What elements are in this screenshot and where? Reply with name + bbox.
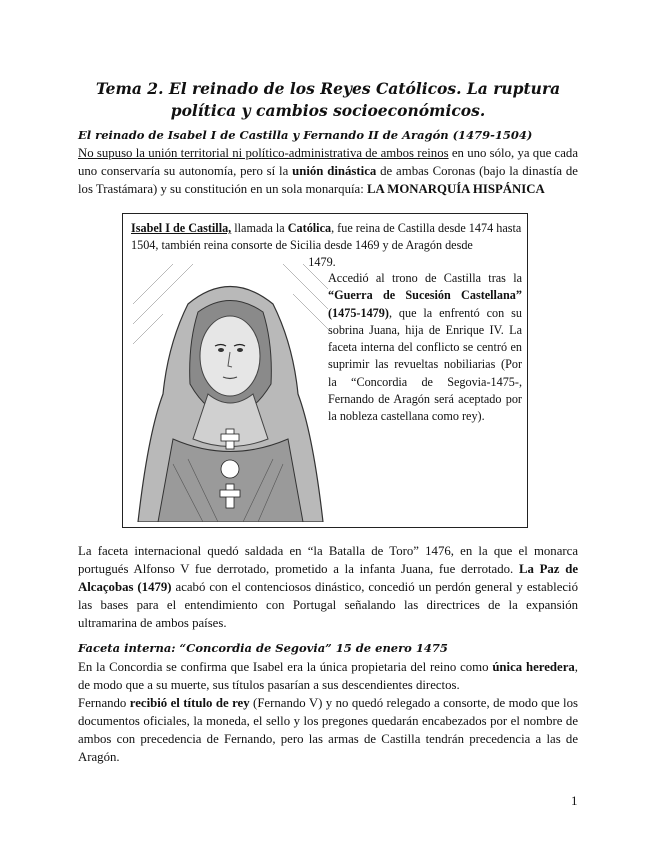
bold-phrase: “Guerra de Sucesión Castellana” (1475-1479)	[328, 288, 522, 320]
bold-phrase: unión dinástica	[292, 164, 377, 178]
text-run: llamada la	[231, 221, 288, 235]
bold-phrase: única heredera	[492, 660, 575, 674]
bold-phrase: La Paz de Alcaçobas (1479)	[78, 562, 579, 594]
portrait-image	[133, 264, 328, 522]
text-run: en uno sólo, ya que cada uno conservaría su autonomía, pero sí la	[78, 146, 578, 178]
section-heading-reinado: El reinado de Isabel I de Castilla y Fernando II de Aragón (1479-1504)	[78, 128, 533, 142]
paragraph-concordia	[78, 658, 578, 766]
text-run: La faceta internacional quedó saldada en “la Batalla de Toro” 1476, en la que el monarca portugués Alfonso V fue derrotado, prometido a la infanta Juana, fue derrotado.	[78, 544, 578, 576]
text-run: de ambas Coronas (bajo la dinastía de los Trastámara) y su constitución en un sola monarquía:	[78, 164, 578, 196]
text-run: , fue reina de Castilla desde 1474 hasta 1504, también reina consorte de Sicilia desde 1469 y de Aragón desde	[131, 221, 522, 252]
text-run: En la Concordia se confirma que Isabel era la única propietaria del reino como	[78, 660, 493, 674]
page-title: Tema 2. El reinado de los Reyes Católicos. La ruptura política y cambios socioeconómicos.	[95, 79, 561, 120]
text-run: (Fernando V) y no quedó relegado a consorte, de modo que los documentos oficiales, la moneda, el sello y los pregones quedarán encabezados por el nombre de ambos con precedencia de Fernando, pero las armas de Castilla tendrán precedencia a las de Aragón.	[78, 696, 578, 764]
bold-phrase: LA MONARQUÍA HISPÁNICA	[366, 182, 545, 196]
paragraph-faceta-internacional	[78, 542, 578, 632]
isabel-name: Isabel I de Castilla,	[131, 221, 232, 235]
bold-phrase: Católica	[287, 221, 332, 235]
page-number: 1	[571, 793, 578, 808]
text-run: Accedió al trono de Castilla tras la	[328, 271, 522, 285]
section-heading-concordia: Faceta interna: “Concordia de Segovia” 15 de enero 1475	[78, 641, 448, 655]
underlined-phrase: No supuso la unión territorial ni político-administrativa de ambos reinos	[78, 146, 449, 160]
bold-phrase: recibió el título de rey	[129, 696, 250, 710]
text-run: acabó con el contenciosos dinástico, concedió un perdón general y estableció las bases para el entendimiento con Portugal señalando las directrices de la expansión ultramarina de ambos países.	[78, 580, 579, 630]
text-run: Fernando	[78, 696, 130, 710]
isabel-info-box	[122, 213, 528, 528]
text-run: , que la enfrentó con su sobrina Juana, hija de Enrique IV. La faceta interna del conflicto se centró en suprimir las revueltas nobiliarias (Por la “Concordia de Segovia-1475-, Fernando de Aragón será aceptado por la nobleza castellana como rey).	[328, 305, 522, 424]
paragraph-union-dinastica	[78, 144, 578, 198]
box-year: 1479.	[308, 255, 336, 269]
box-succession-text	[328, 270, 522, 426]
text-run: , de modo que a su muerte, sus títulos pasarían a sus descendientes directos.	[78, 660, 578, 692]
